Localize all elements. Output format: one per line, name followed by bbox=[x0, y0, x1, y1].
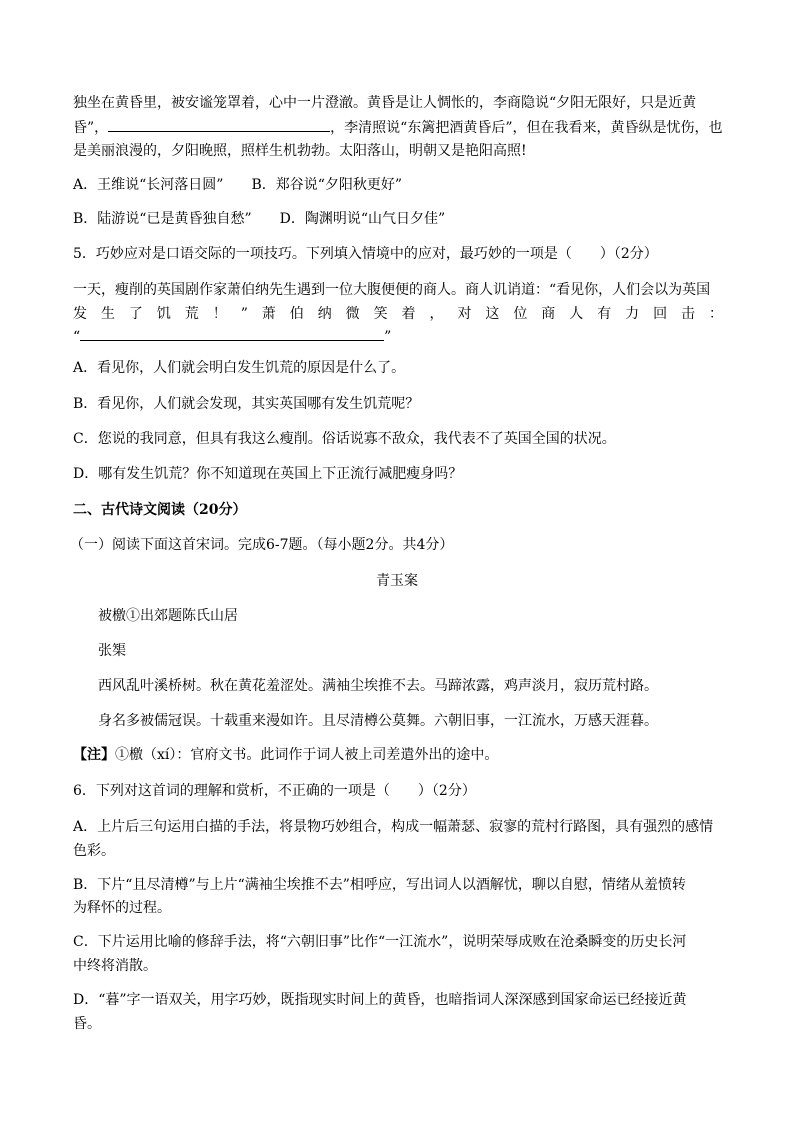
q4-option-c: B．陆游说“已是黄昏独自愁” bbox=[73, 211, 252, 227]
q6-stem: 6．下列对这首词的理解和赏析，不正确的一项是（ ）（2分） bbox=[73, 783, 476, 799]
poem-note-text: ①檄（xí）：官府文书。此词作于词人被上司差遣外出的途中。 bbox=[115, 747, 499, 763]
q6-option-a-line-2: 色彩。 bbox=[73, 843, 115, 859]
q6-option-a-line-1: A．上片后三句运用白描的手法，将景物巧妙组合，构成一幅萧瑟、寂寥的荒村行路图，具有强烈的感情 bbox=[73, 819, 714, 835]
q5-option-d: D．哪有发生饥荒？你不知道现在英国上下正流行减肥瘦身吗？ bbox=[73, 466, 463, 482]
q4-passage-line-3: 是美丽浪漫的，夕阳晚照，照样生机勃勃。太阳落山，明朝又是艳阳高照! bbox=[73, 143, 527, 159]
poem-note-label: 【注】 bbox=[73, 747, 115, 763]
q4-options-row-2 bbox=[73, 209, 723, 229]
poem-stanza-1: 西风乱叶溪桥树。秋在黄花羞涩处。满袖尘埃推不去。马蹄浓露，鸡声淡月，寂历荒村路。 bbox=[98, 678, 658, 694]
q6-option-c-line-2: 中终将消散。 bbox=[73, 958, 157, 974]
poem-subtitle: 被檄①出郊题陈氏山居 bbox=[98, 608, 238, 624]
q4-option-a: A．王维说“长河落日圆” bbox=[73, 177, 224, 193]
poem-note bbox=[73, 745, 723, 765]
q4-line2-end: ，李清照说“东篱把酒黄昏后”，但在我看来，黄昏纵是忧伤，也 bbox=[330, 120, 723, 136]
q6-option-b-line-2: 为释怀的过程。 bbox=[73, 900, 171, 916]
q6-option-b-line-1: B．下片“且尽清樽”与上片“满袖尘埃推不去”相呼应，写出词人以酒解忧，聊以自慰，情绪从羞愤转 bbox=[73, 877, 686, 893]
q4-option-d: D．陶渊明说“山气日夕佳” bbox=[279, 211, 446, 227]
q4-answer-blank bbox=[108, 117, 330, 132]
q6-option-c-line-1: C．下片运用比喻的修辞手法，将“六朝旧事”比作“一江流水”，说明荣辱成败在沧桑瞬变的历史长河 bbox=[73, 934, 687, 950]
q5-option-c: C．您说的我同意，但具有我这么瘦削。俗话说寡不敌众，我代表不了英国全国的状况。 bbox=[73, 431, 616, 447]
q6-option-d-line-2: 昏。 bbox=[73, 1016, 101, 1032]
q5-passage-line-2: 发生了饥荒！”萧伯纳微笑着，对这位商人有力回击： bbox=[73, 306, 723, 322]
poem-stanza-2: 身名多被儒冠误。十载重来漫如许。且尽清樽公莫舞。六朝旧事，一江流水，万感天涯暮。 bbox=[98, 713, 658, 729]
q6-option-d-line-1: D．“暮”字一语双关，用字巧妙，既指现实时间上的黄昏，也暗指词人深深感到国家命运已经接近黄 bbox=[73, 992, 687, 1008]
poem-title: 青玉案 bbox=[376, 573, 418, 589]
q5-answer-blank bbox=[80, 326, 384, 341]
section-2-subheading: （一）阅读下面这首宋词。完成6-7题。（每小题2分。共4分） bbox=[70, 537, 454, 553]
q4-passage-line-1: 独坐在黄昏里，被安谧笼罩着，心中一片澄澈。黄昏是让人惆怅的，李商隐说“夕阳无限好，只是近黄 bbox=[73, 95, 697, 111]
q5-stem: 5．巧妙应对是口语交际的一项技巧。下列填入情境中的应对，最巧妙的一项是（ ）（2分） bbox=[73, 246, 658, 262]
q5-option-a: A．看见你，人们就会明白发生饥荒的原因是什么了。 bbox=[73, 360, 406, 376]
q5-passage-line-3 bbox=[73, 326, 723, 347]
poem-author: 张榘 bbox=[98, 643, 126, 659]
q4-options-row-1 bbox=[73, 175, 723, 195]
q4-line2-start: 昏”， bbox=[73, 120, 109, 136]
q5-option-b: B．看见你，人们就会发现，其实英国哪有发生饥荒呢？ bbox=[73, 396, 420, 412]
q5-passage-line-1: 一天，瘦削的英国剧作家萧伯纳先生遇到一位大腹便便的商人。商人讥诮道：“看见你，人们会以为英国 bbox=[73, 282, 711, 298]
q5-open-quote: “ bbox=[73, 329, 81, 345]
section-2-heading: 二、古代诗文阅读（20分） bbox=[73, 502, 247, 518]
q4-option-b: B．郑谷说“夕阳秋更好” bbox=[251, 177, 403, 193]
q4-passage-line-2 bbox=[73, 117, 723, 138]
q5-close-quote: ” bbox=[384, 329, 392, 345]
